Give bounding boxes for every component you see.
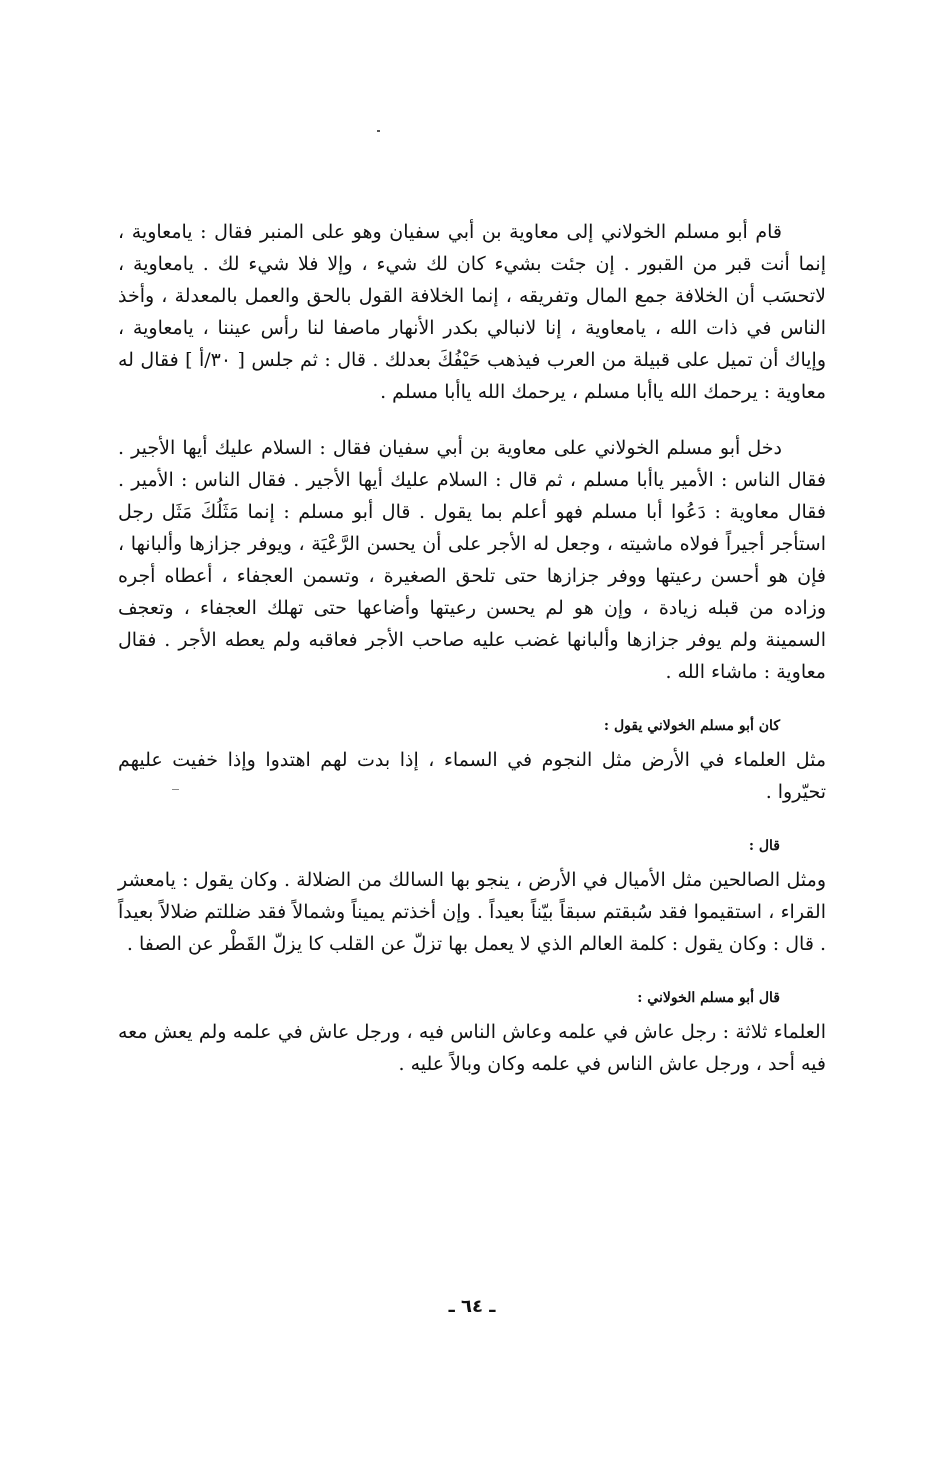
scan-speck	[377, 130, 380, 132]
paragraph-abu-muslim-on-minbar: قام أبو مسلم الخولاني إلى معاوية بن أبي سفيان وهو على المنبر فقال : يامعاوية ، إنما أنت قبر من القبور . إن جئت بشيء كان لك شيء ، وإلا فلا شيء لك . يامعاوية ، لاتحسَب أن الخلافة جمع المال وتفريقه ، إنما الخلافة القول بالحق والعمل بالمعدلة ، وأخذ الناس في ذات الله ، يامعاوية ، إنا لانبالي بكدر الأنهار ماصفا لنا رأس عيننا ، يامعاوية ، وإياك أن تميل على قبيلة من العرب فيذهب حَيْفُكَ بعدلك . قال : ثم جلس [ ٣٠/أ ] فقال له معاوية : يرحمك الله ياأبا مسلم ، يرحمك الله ياأبا مسلم .	[118, 221, 827, 403]
page-number: ـ ٦٤ ـ	[448, 1296, 496, 1317]
paragraph-scholars-stars: مثل العلماء في الأرض مثل النجوم في السماء ، إذا بدت لهم اهتدوا وإذا خفيت عليهم تحيّروا .	[118, 749, 826, 803]
page-body	[118, 216, 826, 1106]
paragraph-ajeer: دخل أبو مسلم الخولاني على معاوية بن أبي سفيان فقال : السلام عليك أيها الأجير . فقال الناس : الأمير ياأبا مسلم ، ثم قال : السلام عليك أيها الأجير . فقال الناس : الأمير . فقال معاوية : دَعُوا أبا مسلم فهو أعلم بما يقول . قال أبو مسلم : إنما مَثَلُكَ مَثَل رجل استأجر أجيراً فولاه ماشيته ، وجعل له الأجر على أن يحسن الرَّعْيَة ، ويوفر جزازها وألبانها ، فإن هو أحسن رعيتها ووفر جزازها حتى تلحق الصغيرة ، وتسمن العجفاء ، أعطاه أجره وزاده من قبله زيادة ، وإن هو لم يحسن رعيتها وأضاعها حتى تهلك العجفاء ، وتعجف السمينة ولم يوفر جزازها وألبانها غضب عليه صاحب الأجر فعاقبه ولم يعطه الأجر . فقال معاوية : ماشاء الله .	[118, 437, 826, 683]
paragraph-three-scholars: العلماء ثلاثة : رجل عاش في علمه وعاش الناس فيه ، ورجل عاش في علمه ولم يعش معه فيه أحد ، ورجل عاش الناس في علمه وكان وبالاً عليه .	[118, 1021, 826, 1075]
section-heading: قال :	[748, 838, 780, 854]
section-heading: كان أبو مسلم الخولاني يقول :	[603, 718, 780, 734]
paragraph-righteous-milestones: ومثل الصالحين مثل الأميال في الأرض ، ينجو بها السالك من الضلالة . وكان يقول : يامعشر القراء ، استقيموا فقد سُبقتم سبقاً بيّناً بعيداً . وإن أخذتم يميناً وشمالاً فقد ضللتم ضلالاً بعيداً . قال : وكان يقول : كلمة العالم الذي لا يعمل بها تزلّ عن القلب كا يزلّ القَطْر عن الصفا .	[118, 869, 826, 955]
section-heading: قال أبو مسلم الخولاني :	[637, 990, 780, 1006]
